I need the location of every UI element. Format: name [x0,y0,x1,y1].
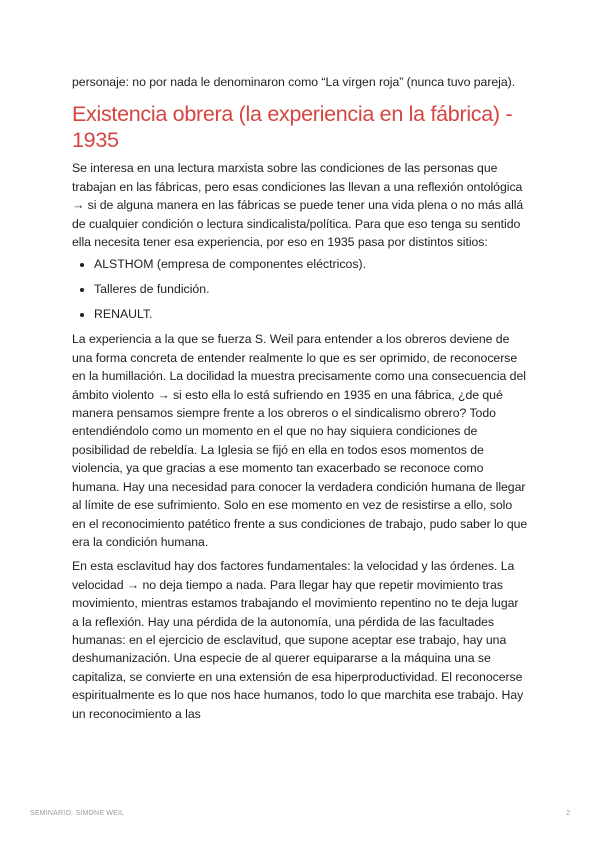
paragraph-3: En esta esclavitud hay dos factores fundamentales: la velocidad y las órdenes. La velocidad → no deja tiempo a nada. Para llegar hay que repetir movimiento tras movimiento, mientras estamos trabajando el movimiento repentino no te deja lugar a la reflexión. Hay una pérdida de la autonomía, una pérdida de las facultades humanas: en el ejercicio de esclavitud, que supone aceptar ese trabajo, hay una deshumanización. Una especie de al querer equipararse a la máquina una se capitaliza, se convierte en una extensión de esa hiperproductividad. El reconocerse espiritualmente es lo que nos hace humanos, todo lo que marchita ese trabajo. Hay un reconocimiento a las [72,559,524,721]
list-item: RENAULT. [94,305,528,323]
paragraph-1: Se interesa en una lectura marxista sobre las condiciones de las personas que trabajan en las fábricas, pero esas condiciones las llevan a una reflexión ontológica → si de alguna manera en las fábricas se puede tener una vida plena o no más allá de cualquier condición o lectura sindicalista/política. Para que eso tenga su sentido ella necesita tener esa experiencia, por eso en 1935 pasa por distintos sitios: [72,161,524,250]
intro-paragraph: personaje: no por nada le denominaron como “La virgen roja” (nunca tuvo pareja). [72,75,516,89]
list-item: Talleres de fundición. [94,280,528,298]
places-list [72,255,528,323]
document-page [72,73,528,723]
page-number: 2 [566,810,570,817]
footer-title: SEMINARIO: SIMONE WEIL [30,810,125,817]
paragraph-2: La experiencia a la que se fuerza S. Weil para entender a los obreros deviene de una forma concreta de entender realmente lo que es ser oprimido, de reconocerse en la humillación. La docilidad la muestra precisamente como una consecuencia del ámbito violento → si esto ella lo está sufriendo en 1935 en una fábrica, ¿de qué manera pensamos siempre frente a los obreros o el sindicalismo obrero? Todo entendiéndolo como un momento en el que no hay siquiera condiciones de posibilidad de rebeldía. La Iglesia se fijó en ella en todos esos momentos de violencia, ya que gracias a ese momento tan exacerbado se reconoce como humana. Hay una necesidad para conocer la verdadera condición humana de llegar al límite de ese sufrimiento. Solo en ese momento en vez de resistirse a ello, solo en el reconocimiento patético frente a sus condiciones de trabajo, pudo saber lo que era la condición humana. [72,332,528,549]
list-item: ALSTHOM (empresa de componentes eléctricos). [94,255,528,273]
section-heading: Existencia obrera (la experiencia en la fábrica) - 1935 [72,102,513,153]
